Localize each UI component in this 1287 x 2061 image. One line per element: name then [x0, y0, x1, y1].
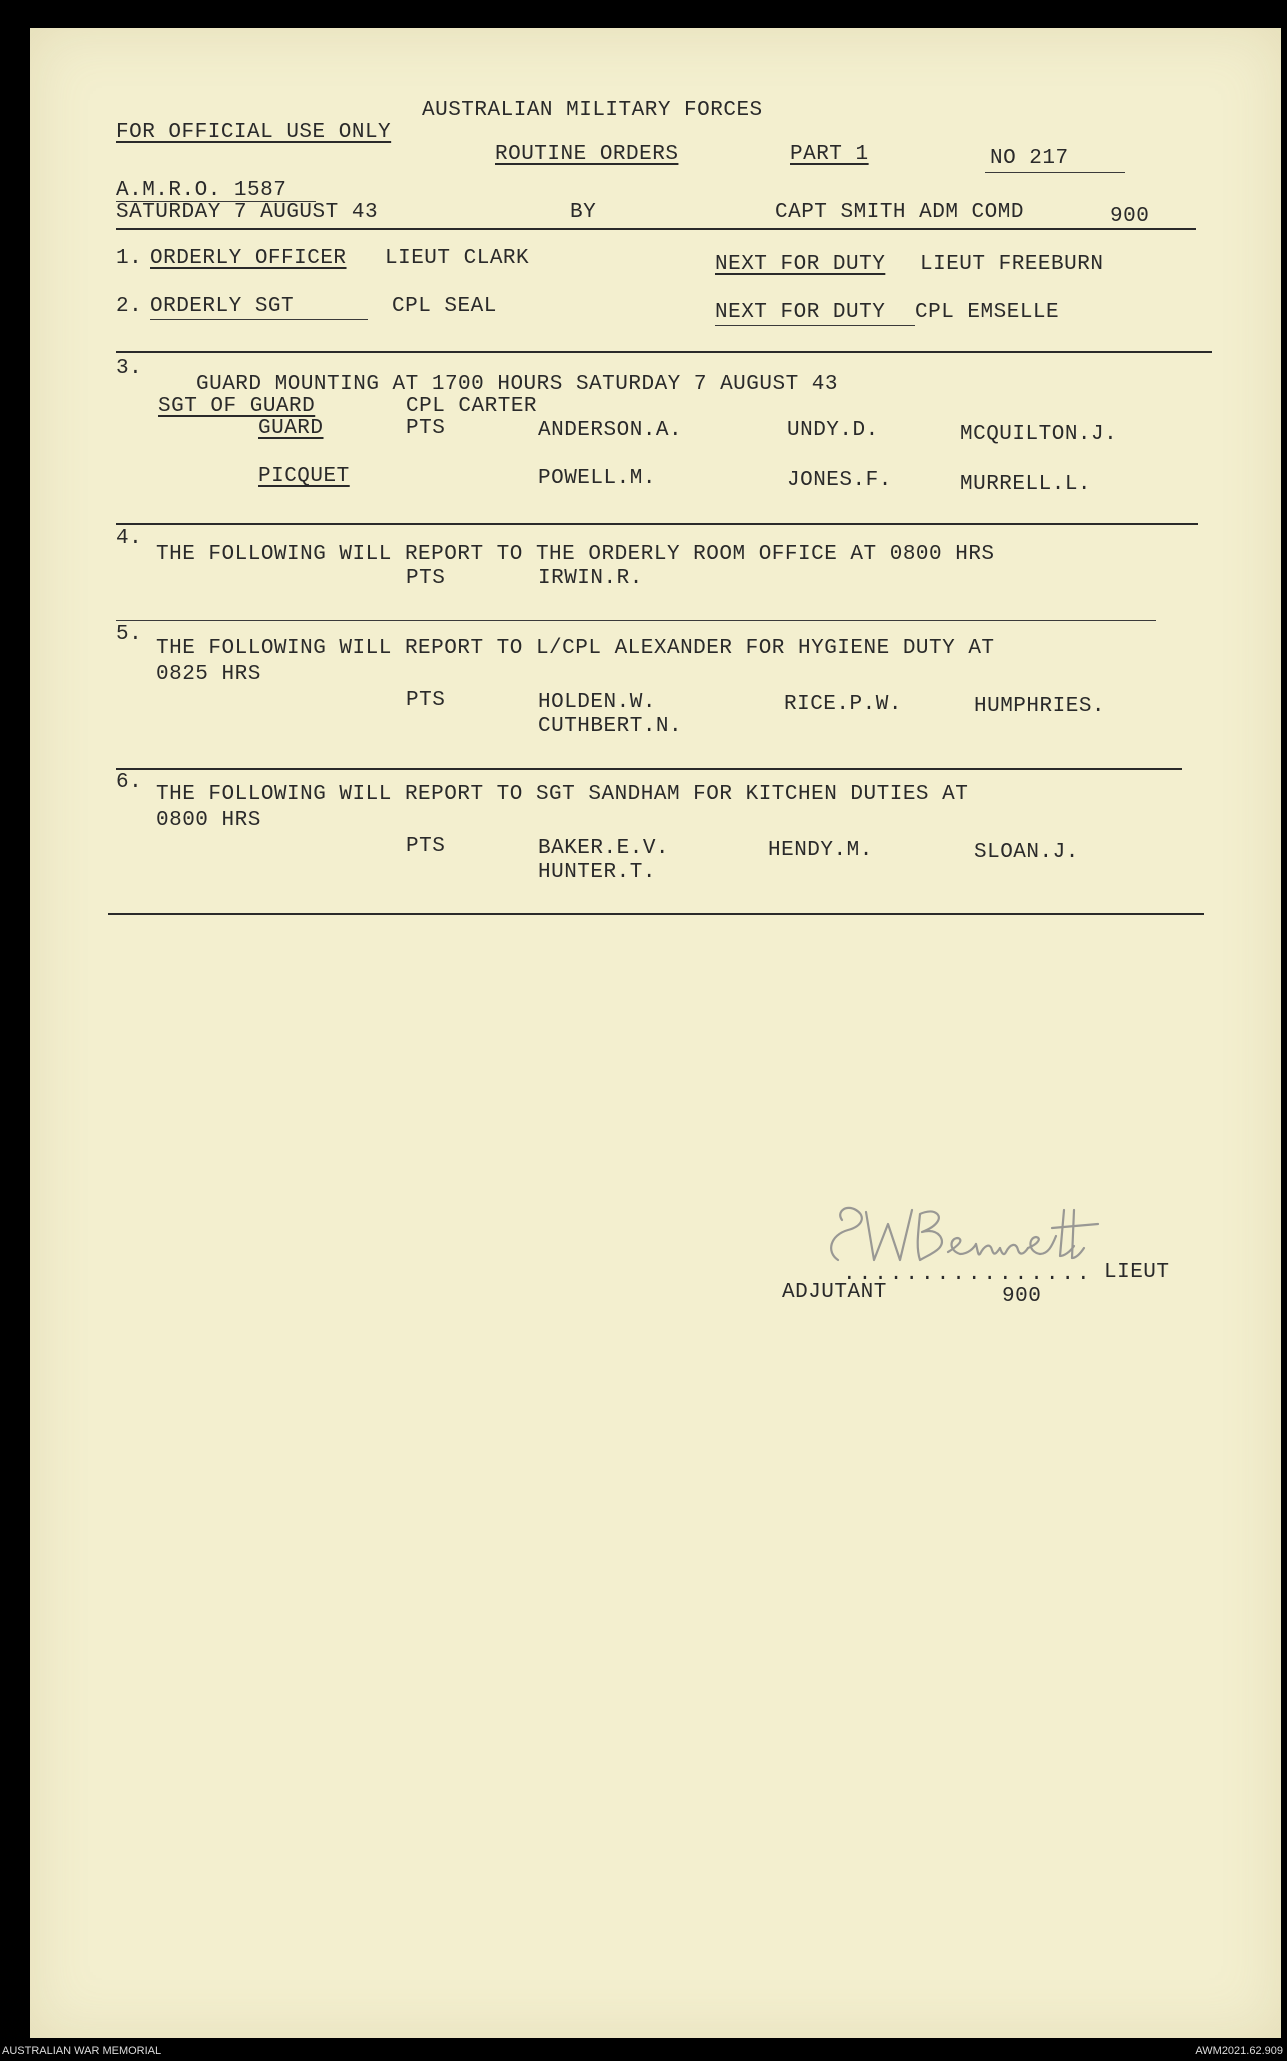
- item-number: 5.: [116, 623, 143, 646]
- next-for-duty-value: CPL EMSELLE: [915, 301, 1060, 324]
- header-rule: [116, 228, 1196, 230]
- section-rule: [108, 913, 1204, 915]
- order-number-underline: [985, 172, 1125, 173]
- classification: FOR OFFICIAL USE ONLY: [116, 121, 392, 144]
- item-4-text: THE FOLLOWING WILL REPORT TO THE ORDERLY ROOM OFFICE AT 0800 HRS: [156, 543, 995, 566]
- picquet-label: PICQUET: [258, 465, 350, 488]
- order-date: SATURDAY 7 AUGUST 43: [116, 201, 379, 224]
- item-number: 3.: [116, 357, 143, 380]
- item-6-name: HENDY.M.: [768, 839, 873, 862]
- item-number: 1.: [116, 247, 143, 270]
- order-part: PART 1: [790, 143, 869, 166]
- sgt-of-guard-label: SGT OF GUARD: [158, 395, 316, 418]
- item-5-text: THE FOLLOWING WILL REPORT TO L/CPL ALEXANDER FOR HYGIENE DUTY AT: [156, 637, 995, 660]
- picquet-name: POWELL.M.: [538, 467, 656, 490]
- next-for-duty-value: LIEUT FREEBURN: [920, 253, 1104, 276]
- item-5-name: HUMPHRIES.: [974, 695, 1106, 718]
- by-label: BY: [570, 201, 597, 224]
- item-5-name: RICE.P.W.: [784, 693, 902, 716]
- document-title: AUSTRALIAN MILITARY FORCES: [422, 99, 763, 122]
- item-5-name: CUTHBERT.N.: [538, 715, 683, 738]
- item-number: 4.: [116, 527, 143, 550]
- guard-mounting-heading: GUARD MOUNTING AT 1700 HOURS SATURDAY 7 AUGUST 43: [196, 373, 839, 396]
- amro-number: A.M.R.O. 1587: [116, 179, 287, 202]
- item-6-text: THE FOLLOWING WILL REPORT TO SGT SANDHAM FOR KITCHEN DUTIES AT: [156, 783, 969, 806]
- orderly-sgt-label: ORDERLY SGT: [150, 295, 295, 318]
- section-rule: [116, 523, 1198, 525]
- section-rule: [116, 768, 1182, 770]
- sgt-of-guard-value: CPL CARTER: [406, 395, 538, 418]
- item-4-rank: PTS: [406, 567, 446, 590]
- item-6-text-line2: 0800 HRS: [156, 809, 261, 832]
- next-for-duty-label: NEXT FOR DUTY: [715, 253, 886, 276]
- order-type: ROUTINE ORDERS: [495, 143, 679, 166]
- picquet-name: MURRELL.L.: [960, 473, 1092, 496]
- picquet-name: JONES.F.: [787, 469, 892, 492]
- section-rule: [116, 620, 1156, 621]
- item-5-text-line2: 0825 HRS: [156, 663, 261, 686]
- signature-role: ADJUTANT: [782, 1281, 887, 1304]
- archive-credit: AUSTRALIAN WAR MEMORIAL: [2, 2045, 162, 2057]
- item-6-name: SLOAN.J.: [974, 841, 1079, 864]
- next-for-duty-underline: [715, 325, 915, 326]
- item-5-name: HOLDEN.W.: [538, 691, 656, 714]
- orderly-sgt-value: CPL SEAL: [392, 295, 497, 318]
- next-for-duty-label: NEXT FOR DUTY: [715, 301, 886, 324]
- orderly-officer-value: LIEUT CLARK: [385, 247, 530, 270]
- signature-dots: ................: [843, 1263, 1093, 1286]
- item-number: 2.: [116, 295, 143, 318]
- archive-reference: AWM2021.62.909: [1195, 2045, 1283, 2057]
- signature-rank: LIEUT: [1104, 1261, 1170, 1284]
- item-6-name: HUNTER.T.: [538, 861, 656, 884]
- issued-by: CAPT SMITH ADM COMD: [775, 201, 1024, 224]
- item-4-name: IRWIN.R.: [538, 567, 643, 590]
- orderly-sgt-underline: [150, 319, 368, 320]
- guard-name: MCQUILTON.J.: [960, 423, 1118, 446]
- item-number: 6.: [116, 771, 143, 794]
- order-number: NO 217: [990, 147, 1069, 170]
- guard-name: ANDERSON.A.: [538, 419, 683, 442]
- orderly-officer-label: ORDERLY OFFICER: [150, 247, 347, 270]
- item-6-rank: PTS: [406, 835, 446, 858]
- item-6-name: BAKER.E.V.: [538, 837, 670, 860]
- unit-number: 900: [1110, 205, 1150, 228]
- item-5-rank: PTS: [406, 689, 446, 712]
- section-rule: [116, 351, 1212, 353]
- guard-rank: PTS: [406, 417, 446, 440]
- guard-label: GUARD: [258, 417, 324, 440]
- signature-unit: 900: [1002, 1285, 1042, 1308]
- document-page: [30, 28, 1281, 2038]
- guard-name: UNDY.D.: [787, 419, 879, 442]
